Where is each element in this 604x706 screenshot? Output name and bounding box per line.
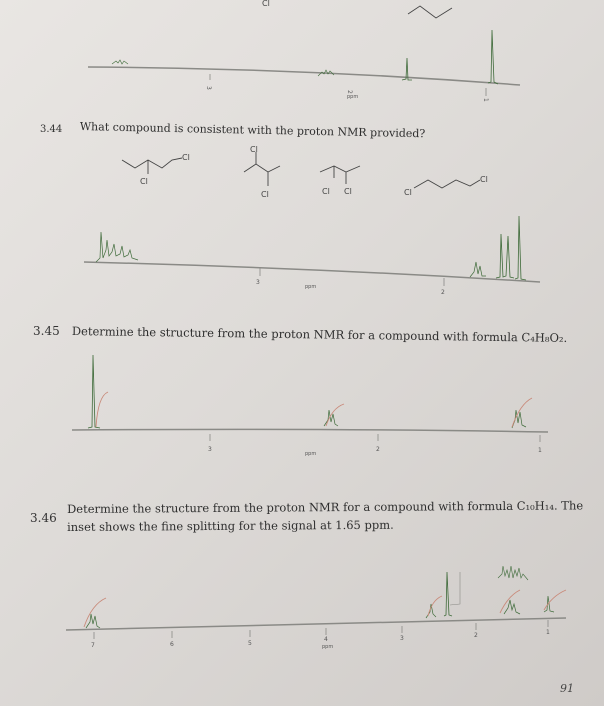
spectrum-3-45-peak-right — [512, 410, 526, 428]
molecule-2-cl-label: Cl — [250, 145, 258, 154]
spectrum-3-45-integral-1 — [96, 392, 108, 427]
question-text-3-44: What compound is consistent with the proton NMR provided? — [79, 119, 426, 141]
top-peak-small — [112, 60, 128, 64]
question-text-3-45: Determine the structure from the proton NMR for a compound with formula C₄H₈O₂. — [71, 323, 568, 345]
spectrum-3-46-aromatic-peak — [86, 614, 100, 628]
question-number-3-45: 3.45 — [33, 324, 60, 338]
top-tick-label: 3 — [205, 86, 212, 90]
spectrum-3-44-axis — [84, 262, 540, 282]
spectrum-3-46-inset-bracket — [450, 572, 460, 605]
molecule-1-cl-label: Cl — [140, 177, 148, 186]
spectrum-3-46-tick-label: 1 — [546, 629, 550, 636]
spectrum-3-45-tick-label: 2 — [376, 446, 380, 453]
spectrum-3-44-tick-label: 3 — [256, 279, 260, 286]
spectrum-3-46-tall-peak — [444, 572, 452, 616]
spectrum-3-44-axis-label: ppm — [305, 284, 317, 290]
spectrum-3-44-singlet — [515, 216, 526, 280]
question-text-3-46: Determine the structure from the proton NMR for a compound with formula C₁₀H₁₄. The — [67, 498, 584, 516]
spectrum-3-46-tick-label: 3 — [400, 635, 404, 642]
spectrum-3-46-axis-label: ppm — [322, 644, 334, 650]
spectrum-3-46-integral-2 — [428, 596, 442, 616]
top-cl-label: Cl — [262, 0, 270, 8]
top-peak-1 — [488, 30, 498, 84]
spectrum-3-46-inset-multiplet — [498, 566, 528, 580]
molecule-2-bonds — [244, 164, 280, 172]
spectrum-3-46-axis — [66, 618, 566, 630]
top-tick-label: 1 — [482, 98, 489, 102]
molecule-3-bonds — [320, 166, 360, 184]
spectrum-3-45-integral-3 — [512, 398, 532, 427]
spectrum-3-46-integral-1 — [84, 598, 106, 627]
molecule-option-4 — [404, 175, 488, 197]
spectrum-3-46-tick-label: 6 — [170, 641, 174, 648]
question-number-3-44: 3.44 — [40, 124, 63, 135]
spectrum-3-46 — [66, 566, 566, 650]
spectrum-3-46-tick-label: 7 — [91, 642, 95, 649]
spectrum-3-46-tick-label: 5 — [248, 640, 252, 647]
spectrum-3-46-tick-label: 4 — [324, 636, 328, 643]
spectrum-3-44 — [84, 216, 540, 296]
spectrum-3-45-peak-left — [88, 355, 100, 428]
molecule-2-cl-label: Cl — [261, 190, 269, 199]
molecule-4-cl-label: Cl — [404, 188, 412, 197]
spectrum-3-45-axis — [72, 429, 548, 432]
molecule-option-2 — [244, 145, 280, 199]
top-tick-label: 2 — [346, 90, 353, 94]
molecule-4-bonds — [414, 180, 480, 188]
spectrum-3-46-tick-label: 2 — [474, 632, 478, 639]
top-axis — [88, 67, 520, 85]
molecule-1-bonds — [122, 158, 182, 168]
spectrum-3-44-tick-label: 2 — [441, 289, 445, 296]
molecule-1-cl-label: Cl — [182, 153, 190, 162]
spectrum-3-45 — [72, 355, 548, 457]
spectrum-3-45-peak-mid — [324, 410, 338, 426]
molecule-4-cl-label: Cl — [480, 175, 488, 184]
page-number: 91 — [560, 682, 574, 695]
spectrum-3-45-tick-label: 1 — [538, 447, 542, 454]
molecule-3-cl-label: Cl — [344, 187, 352, 196]
molecule-3-cl-label: Cl — [322, 187, 330, 196]
molecule-option-1 — [122, 153, 190, 186]
spectrum-3-44-doublet — [496, 234, 514, 278]
top-axis-label: ppm — [347, 94, 359, 100]
spectrum-3-46-peak-3ppm — [426, 604, 436, 618]
question-number-3-46: 3.46 — [30, 511, 57, 525]
top-molecule-fragment — [408, 6, 452, 18]
question-text-3-46-line2: inset shows the fine splitting for the signal at 1.65 ppm. — [67, 517, 394, 534]
top-spectrum — [88, 0, 520, 102]
molecule-option-3 — [320, 166, 360, 196]
spectrum-3-45-axis-label: ppm — [305, 451, 317, 457]
spectrum-3-44-peak-cluster-3ppm — [96, 232, 138, 262]
spectrum-3-45-tick-label: 3 — [208, 446, 212, 453]
spectrum-3-44-peak-small — [470, 262, 486, 277]
